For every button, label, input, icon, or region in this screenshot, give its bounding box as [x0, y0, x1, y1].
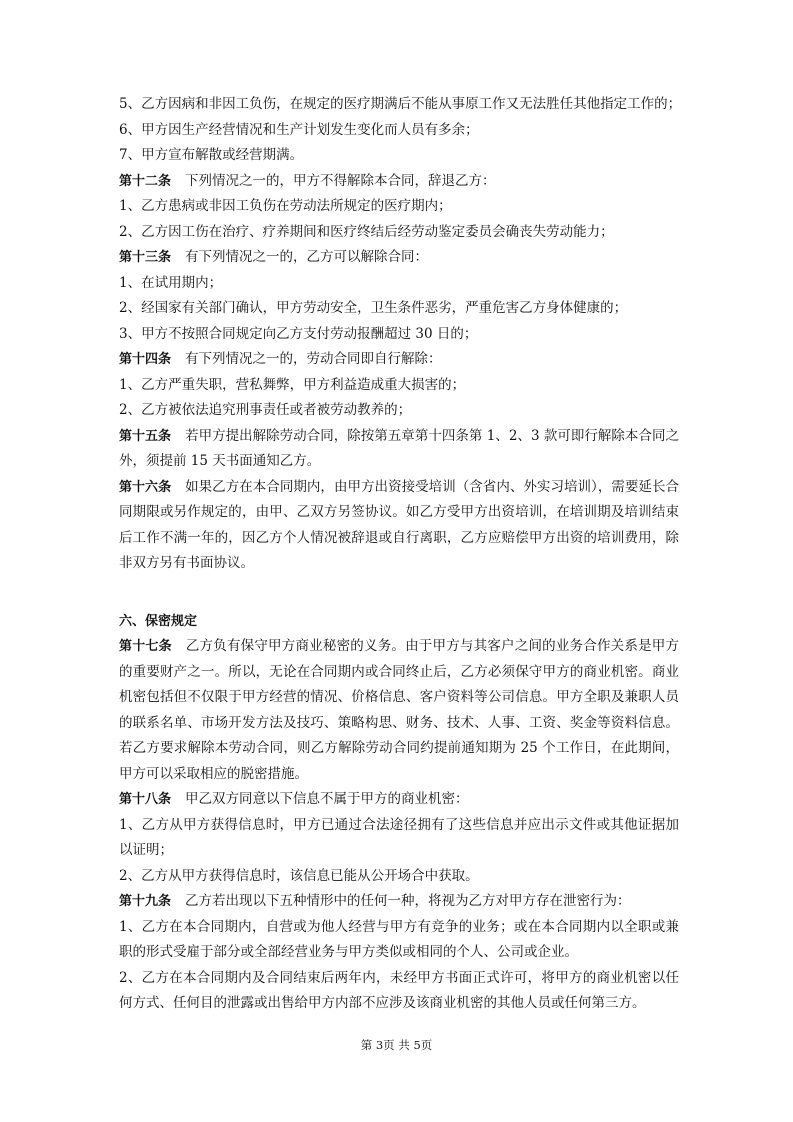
clause-line: 2、乙方在本合同期内及合同结束后两年内，未经甲方书面正式许可，将甲方的商业机密以任何方式、任何目的泄露或出售给甲方内部不应涉及该商业机密的其他人员或任何第三方。 — [119, 969, 679, 1011]
article-text: 乙方若出现以下五种情形中的任何一种，将视为乙方对甲方存在泄密行为： — [185, 893, 631, 909]
clause-line: 2、乙方被依法追究刑事责任或者被劳动教养的； — [119, 402, 412, 418]
clause-line: 1、乙方患病或非因工负伤在劳动法所规定的医疗期内； — [119, 198, 452, 214]
clause-line: 5、乙方因病和非因工负伤，在规定的医疗期满后不能从事原工作又无法胜任其他指定工作的； — [119, 96, 682, 112]
clause-line: 3、甲方不按照合同规定向乙方支付劳动报酬超过 30 日的； — [119, 325, 478, 342]
article-label: 第十三条 — [119, 250, 172, 265]
article-label: 第十五条 — [119, 428, 172, 444]
article-13 — [119, 245, 679, 271]
article-text: 甲乙双方同意以下信息不属于甲方的商业机密： — [185, 791, 469, 807]
article-text: 如果乙方在本合同期内，由甲方出资接受培训（含省内、外实习培训），需要延长合同期限或另作规定的，由甲、乙双方另签协议。如乙方受甲方出资培训，在培训期及培训结束后工作不满一年的，因乙方个人情况被辞退或自行离职，乙方应赔偿甲方出资的培训费用，除非双方另有书面协议。 — [119, 478, 679, 571]
article-text: 下列情况之一的，甲方不得解除本合同，辞退乙方： — [185, 172, 496, 189]
clause-line: 2、经国家有关部门确认，甲方劳动安全，卫生条件恶劣，严重危害乙方身体健康的； — [119, 300, 628, 316]
clause-line: 7、甲方宣布解散或经营期满。 — [119, 147, 304, 163]
article-17 — [119, 634, 679, 787]
article-label: 第十七条 — [119, 639, 172, 654]
article-12 — [119, 169, 679, 195]
clause-line: 2、乙方因工伤在治疗、疗养期间和医疗终结后经劳动鉴定委员会确丧失劳动能力； — [119, 223, 614, 240]
article-16 — [119, 475, 679, 577]
clause-line: 1、乙方从甲方获得信息时，甲方已通过合法途径拥有了这些信息并应出示文件或其他证据加以证明； — [119, 816, 679, 858]
article-text: 有下列情况之一的，乙方可以解除合同： — [185, 249, 429, 265]
article-label: 第十九条 — [119, 894, 172, 909]
clause-line: 2、乙方从甲方获得信息时，该信息已能从公开场合中获取。 — [119, 867, 479, 884]
clause-line: 6、甲方因生产经营情况和生产计划发生变化而人员有多余； — [119, 121, 479, 138]
clause-line: 1、在试用期内； — [119, 274, 223, 291]
article-18 — [119, 787, 679, 813]
article-14 — [119, 347, 679, 373]
article-text: 若甲方提出解除劳动合同，除按第五章第十四条第 1、2、3 款可即行解除本合同之外，须提前 15 天书面通知乙方。 — [119, 427, 679, 469]
clause-line: 1、乙方严重失职，营私舞弊，甲方利益造成重大损害的； — [119, 376, 466, 393]
section-title: 六、保密规定 — [119, 613, 198, 629]
document-body — [119, 92, 682, 1017]
clause-line: 1、乙方在本合同期内，自营或为他人经营与甲方有竞争的业务；或在本合同期内以全职或兼职的形式受雇于部分或全部经营业务与甲方类似或相同的个人、公司或企业。 — [119, 918, 679, 960]
article-label: 第十六条 — [119, 479, 172, 495]
article-19 — [119, 889, 679, 915]
article-text: 有下列情况之一的，劳动合同即自行解除： — [185, 351, 442, 367]
article-15 — [119, 424, 679, 475]
article-label: 第十八条 — [119, 792, 172, 807]
article-label: 第十二条 — [119, 173, 172, 189]
article-label: 第十四条 — [119, 352, 172, 367]
section-spacer — [119, 577, 679, 609]
page-number-footer: 第 3页 共 5页 — [360, 1038, 433, 1052]
article-text: 乙方负有保守甲方商业秘密的义务。由于甲方与其客户之间的业务合作关系是甲方的重要财产之一。所以，无论在合同期内或合同终止后，乙方必须保守甲方的商业机密。商业机密包括但不仅限于甲方经营的情况、价格信息、客户资料等公司信息。甲方全职及兼职人员的联系名单、市场开发方法及技巧、策略构思、财务、技术、人事、工资、奖金等资料信息。若乙方要求解除本劳动合同，则乙方解除劳动合同约提前通知期为 25 个工作日，在此期间，甲方可以采取相应的脱密措施。 — [119, 638, 679, 782]
